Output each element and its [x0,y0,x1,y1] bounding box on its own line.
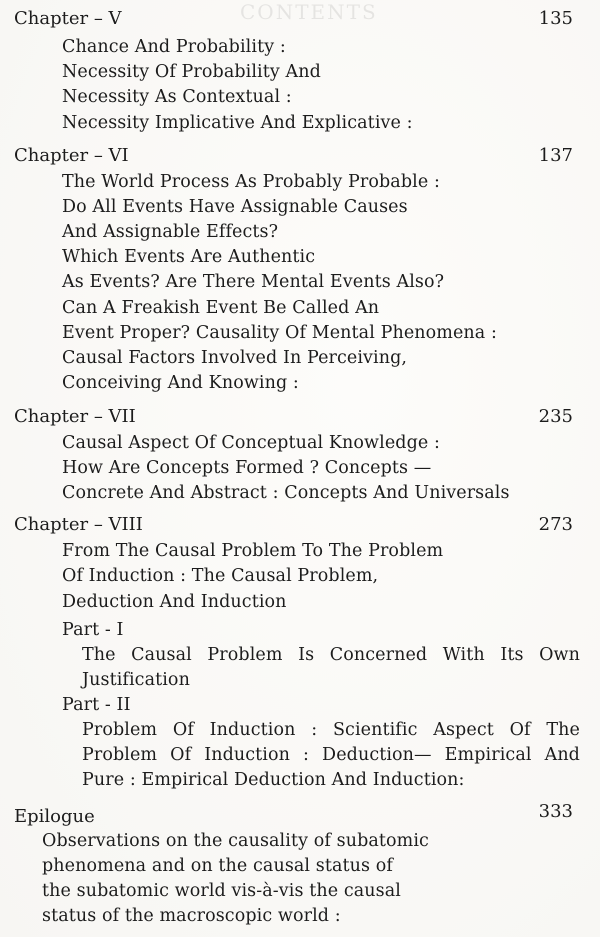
chapter-vi-line-5: As Events? Are There Mental Events Also? [62,272,445,292]
part-i-title: Part - I [62,620,124,640]
chapter-vi-line-8: Causal Factors Involved In Perceiving, [62,348,408,368]
chapter-vi-page: 137 [538,145,573,166]
ghost-heading: CONTENTS [240,0,378,24]
part-ii-title: Part - II [62,695,131,715]
part-ii-line-1: Problem Of Induction : Scientific Aspect Of The [82,720,580,740]
chapter-vi-line-1: The World Process As Probably Probable : [62,172,440,192]
chapter-v-line-4: Necessity Implicative And Explicative : [62,113,413,133]
chapter-v-title: Chapter – V [14,8,122,29]
chapter-vi-line-7: Event Proper? Causality Of Mental Phenomena : [62,323,497,343]
part-ii-line-2: Problem Of Induction : Deduction— Empirical And [82,745,580,765]
chapter-vii-page: 235 [538,406,573,427]
epilogue-title: Epilogue [14,806,95,827]
chapter-vi-line-2: Do All Events Have Assignable Causes [62,197,408,217]
chapter-vii-line-3: Concrete And Abstract : Concepts And Universals [62,483,510,503]
part-i-line-2: Justification [82,670,190,690]
chapter-vii-line-1: Causal Aspect Of Conceptual Knowledge : [62,433,441,453]
chapter-v-line-3: Necessity As Contextual : [62,87,292,107]
chapter-viii-page: 273 [538,514,573,535]
chapter-viii-line-1: From The Causal Problem To The Problem [62,541,444,561]
chapter-viii-title: Chapter – VIII [14,514,143,535]
chapter-vi-line-3: And Assignable Effects? [62,222,279,242]
chapter-v-line-1: Chance And Probability : [62,37,286,57]
chapter-v-line-2: Necessity Of Probability And [62,62,321,82]
chapter-vi-line-4: Which Events Are Authentic [62,247,316,267]
chapter-viii-line-2: Of Induction : The Causal Problem, [62,566,379,586]
chapter-vii-line-2: How Are Concepts Formed ? Concepts — [62,458,432,478]
chapter-viii-line-3: Deduction And Induction [62,592,287,612]
chapter-vi-line-9: Conceiving And Knowing : [62,373,299,393]
part-ii-line-3: Pure : Empirical Deduction And Induction: [82,770,465,790]
chapter-vi-title: Chapter – VI [14,145,129,166]
epilogue-line-1: Observations on the causality of subatomic [42,831,429,851]
chapter-vii-title: Chapter – VII [14,406,136,427]
epilogue-page: 333 [538,801,573,822]
epilogue-line-3: the subatomic world vis-à-vis the causal [42,881,401,901]
chapter-vi-line-6: Can A Freakish Event Be Called An [62,298,380,318]
chapter-v-page: 135 [538,8,573,29]
epilogue-line-4: status of the macroscopic world : [42,906,341,926]
epilogue-line-2: phenomena and on the causal status of [42,856,393,876]
part-i-line-1: The Causal Problem Is Concerned With Its Own [82,645,580,665]
